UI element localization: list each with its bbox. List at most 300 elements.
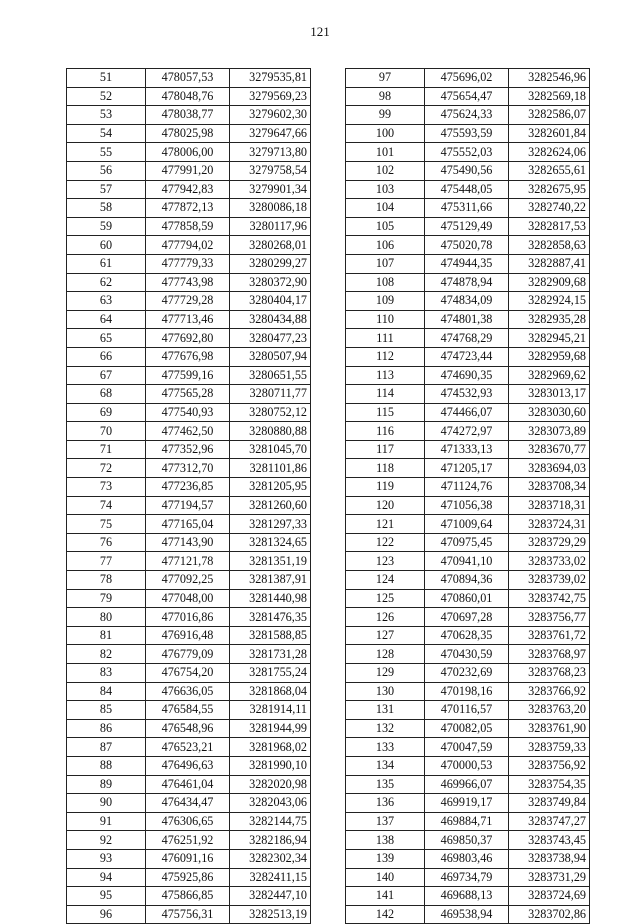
y-coordinate-cell: 3283756,92 xyxy=(509,756,590,775)
y-coordinate-cell: 3282513,19 xyxy=(230,905,311,924)
point-number-cell: 55 xyxy=(67,143,146,162)
y-coordinate-cell: 3282909,68 xyxy=(509,273,590,292)
point-number-cell: 121 xyxy=(346,515,425,534)
table-row xyxy=(346,347,590,366)
point-number-cell: 79 xyxy=(67,589,146,608)
x-coordinate-cell: 475311,66 xyxy=(425,199,509,218)
point-number-cell: 78 xyxy=(67,571,146,590)
x-coordinate-cell: 474801,38 xyxy=(425,310,509,329)
point-number-cell: 138 xyxy=(346,831,425,850)
y-coordinate-cell: 3283729,29 xyxy=(509,533,590,552)
table-row xyxy=(346,533,590,552)
x-coordinate-cell: 469919,17 xyxy=(425,794,509,813)
x-coordinate-cell: 478048,76 xyxy=(146,87,230,106)
x-coordinate-cell: 476251,92 xyxy=(146,831,230,850)
point-number-cell: 53 xyxy=(67,106,146,125)
table-row xyxy=(346,254,590,273)
table-row xyxy=(346,422,590,441)
point-number-cell: 139 xyxy=(346,849,425,868)
x-coordinate-cell: 477692,80 xyxy=(146,329,230,348)
y-coordinate-cell: 3281045,70 xyxy=(230,440,311,459)
x-coordinate-cell: 477676,98 xyxy=(146,347,230,366)
x-coordinate-cell: 475593,59 xyxy=(425,124,509,143)
table-row xyxy=(67,422,311,441)
table-row xyxy=(346,87,590,106)
table-row xyxy=(67,366,311,385)
table-row xyxy=(67,385,311,404)
point-number-cell: 58 xyxy=(67,199,146,218)
y-coordinate-cell: 3283739,02 xyxy=(509,571,590,590)
y-coordinate-cell: 3281260,60 xyxy=(230,496,311,515)
table-row xyxy=(346,868,590,887)
y-coordinate-cell: 3280268,01 xyxy=(230,236,311,255)
x-coordinate-cell: 477016,86 xyxy=(146,608,230,627)
table-row xyxy=(346,161,590,180)
table-row xyxy=(346,310,590,329)
point-number-cell: 98 xyxy=(346,87,425,106)
point-number-cell: 85 xyxy=(67,701,146,720)
y-coordinate-cell: 3281868,04 xyxy=(230,682,311,701)
point-number-cell: 54 xyxy=(67,124,146,143)
y-coordinate-cell: 3281351,19 xyxy=(230,552,311,571)
x-coordinate-cell: 470198,16 xyxy=(425,682,509,701)
y-coordinate-cell: 3281101,86 xyxy=(230,459,311,478)
point-number-cell: 113 xyxy=(346,366,425,385)
point-number-cell: 57 xyxy=(67,180,146,199)
table-row xyxy=(67,403,311,422)
table-row xyxy=(346,69,590,88)
point-number-cell: 140 xyxy=(346,868,425,887)
point-number-cell: 56 xyxy=(67,161,146,180)
table-row xyxy=(346,831,590,850)
table-row xyxy=(346,905,590,924)
x-coordinate-cell: 477565,28 xyxy=(146,385,230,404)
x-coordinate-cell: 475866,85 xyxy=(146,887,230,906)
y-coordinate-cell: 3283670,77 xyxy=(509,440,590,459)
y-coordinate-cell: 3280372,90 xyxy=(230,273,311,292)
point-number-cell: 104 xyxy=(346,199,425,218)
point-number-cell: 74 xyxy=(67,496,146,515)
x-coordinate-cell: 475490,56 xyxy=(425,161,509,180)
coordinates-table-right-body xyxy=(346,69,590,924)
point-number-cell: 130 xyxy=(346,682,425,701)
point-number-cell: 97 xyxy=(346,69,425,88)
table-row xyxy=(346,273,590,292)
y-coordinate-cell: 3279901,34 xyxy=(230,180,311,199)
x-coordinate-cell: 470975,45 xyxy=(425,533,509,552)
x-coordinate-cell: 469803,46 xyxy=(425,849,509,868)
point-number-cell: 124 xyxy=(346,571,425,590)
table-row xyxy=(67,682,311,701)
table-row xyxy=(67,701,311,720)
point-number-cell: 82 xyxy=(67,645,146,664)
y-coordinate-cell: 3283768,23 xyxy=(509,664,590,683)
table-row xyxy=(67,459,311,478)
point-number-cell: 68 xyxy=(67,385,146,404)
x-coordinate-cell: 477121,78 xyxy=(146,552,230,571)
point-number-cell: 76 xyxy=(67,533,146,552)
point-number-cell: 142 xyxy=(346,905,425,924)
y-coordinate-cell: 3281440,98 xyxy=(230,589,311,608)
table-row xyxy=(67,887,311,906)
x-coordinate-cell: 475756,31 xyxy=(146,905,230,924)
point-number-cell: 141 xyxy=(346,887,425,906)
x-coordinate-cell: 470000,53 xyxy=(425,756,509,775)
table-row xyxy=(346,478,590,497)
x-coordinate-cell: 469966,07 xyxy=(425,775,509,794)
point-number-cell: 101 xyxy=(346,143,425,162)
y-coordinate-cell: 3283766,92 xyxy=(509,682,590,701)
x-coordinate-cell: 475925,86 xyxy=(146,868,230,887)
x-coordinate-cell: 475448,05 xyxy=(425,180,509,199)
table-row xyxy=(346,589,590,608)
table-row xyxy=(67,217,311,236)
point-number-cell: 80 xyxy=(67,608,146,627)
y-coordinate-cell: 3282924,15 xyxy=(509,292,590,311)
point-number-cell: 114 xyxy=(346,385,425,404)
page-number: 121 xyxy=(310,24,330,39)
table-row xyxy=(67,794,311,813)
y-coordinate-cell: 3282655,61 xyxy=(509,161,590,180)
point-number-cell: 135 xyxy=(346,775,425,794)
x-coordinate-cell: 470047,59 xyxy=(425,738,509,757)
point-number-cell: 95 xyxy=(67,887,146,906)
y-coordinate-cell: 3280404,17 xyxy=(230,292,311,311)
point-number-cell: 87 xyxy=(67,738,146,757)
x-coordinate-cell: 476584,55 xyxy=(146,701,230,720)
x-coordinate-cell: 474532,93 xyxy=(425,385,509,404)
point-number-cell: 99 xyxy=(346,106,425,125)
point-number-cell: 120 xyxy=(346,496,425,515)
point-number-cell: 59 xyxy=(67,217,146,236)
table-row xyxy=(346,515,590,534)
y-coordinate-cell: 3283724,69 xyxy=(509,887,590,906)
x-coordinate-cell: 470697,28 xyxy=(425,608,509,627)
table-row xyxy=(346,775,590,794)
point-number-cell: 103 xyxy=(346,180,425,199)
x-coordinate-cell: 476754,20 xyxy=(146,664,230,683)
x-coordinate-cell: 470941,10 xyxy=(425,552,509,571)
y-coordinate-cell: 3280752,12 xyxy=(230,403,311,422)
table-row xyxy=(67,905,311,924)
point-number-cell: 116 xyxy=(346,422,425,441)
point-number-cell: 72 xyxy=(67,459,146,478)
x-coordinate-cell: 474466,07 xyxy=(425,403,509,422)
y-coordinate-cell: 3280477,23 xyxy=(230,329,311,348)
x-coordinate-cell: 475654,47 xyxy=(425,87,509,106)
point-number-cell: 64 xyxy=(67,310,146,329)
x-coordinate-cell: 476636,05 xyxy=(146,682,230,701)
y-coordinate-cell: 3282817,53 xyxy=(509,217,590,236)
y-coordinate-cell: 3279713,80 xyxy=(230,143,311,162)
point-number-cell: 127 xyxy=(346,626,425,645)
y-coordinate-cell: 3282186,94 xyxy=(230,831,311,850)
x-coordinate-cell: 476434,47 xyxy=(146,794,230,813)
x-coordinate-cell: 474878,94 xyxy=(425,273,509,292)
y-coordinate-cell: 3282546,96 xyxy=(509,69,590,88)
point-number-cell: 118 xyxy=(346,459,425,478)
point-number-cell: 69 xyxy=(67,403,146,422)
point-number-cell: 108 xyxy=(346,273,425,292)
table-row xyxy=(67,868,311,887)
table-row xyxy=(346,199,590,218)
table-row xyxy=(346,608,590,627)
x-coordinate-cell: 477143,90 xyxy=(146,533,230,552)
point-number-cell: 119 xyxy=(346,478,425,497)
table-row xyxy=(67,812,311,831)
x-coordinate-cell: 477092,25 xyxy=(146,571,230,590)
table-row xyxy=(67,571,311,590)
x-coordinate-cell: 470894,36 xyxy=(425,571,509,590)
x-coordinate-cell: 475624,33 xyxy=(425,106,509,125)
y-coordinate-cell: 3281944,99 xyxy=(230,719,311,738)
y-coordinate-cell: 3282887,41 xyxy=(509,254,590,273)
x-coordinate-cell: 476306,65 xyxy=(146,812,230,831)
point-number-cell: 83 xyxy=(67,664,146,683)
y-coordinate-cell: 3279569,23 xyxy=(230,87,311,106)
y-coordinate-cell: 3279602,30 xyxy=(230,106,311,125)
table-row xyxy=(346,794,590,813)
x-coordinate-cell: 477352,96 xyxy=(146,440,230,459)
x-coordinate-cell: 477942,83 xyxy=(146,180,230,199)
table-row xyxy=(67,496,311,515)
point-number-cell: 125 xyxy=(346,589,425,608)
point-number-cell: 102 xyxy=(346,161,425,180)
table-row xyxy=(67,124,311,143)
table-row xyxy=(67,552,311,571)
point-number-cell: 109 xyxy=(346,292,425,311)
x-coordinate-cell: 470116,57 xyxy=(425,701,509,720)
x-coordinate-cell: 475020,78 xyxy=(425,236,509,255)
y-coordinate-cell: 3280117,96 xyxy=(230,217,311,236)
y-coordinate-cell: 3279758,54 xyxy=(230,161,311,180)
y-coordinate-cell: 3282601,84 xyxy=(509,124,590,143)
x-coordinate-cell: 477779,33 xyxy=(146,254,230,273)
table-row xyxy=(67,664,311,683)
x-coordinate-cell: 470628,35 xyxy=(425,626,509,645)
x-coordinate-cell: 477991,20 xyxy=(146,161,230,180)
point-number-cell: 111 xyxy=(346,329,425,348)
point-number-cell: 52 xyxy=(67,87,146,106)
x-coordinate-cell: 470082,05 xyxy=(425,719,509,738)
x-coordinate-cell: 476548,96 xyxy=(146,719,230,738)
x-coordinate-cell: 477462,50 xyxy=(146,422,230,441)
y-coordinate-cell: 3282043,06 xyxy=(230,794,311,813)
y-coordinate-cell: 3280711,77 xyxy=(230,385,311,404)
y-coordinate-cell: 3282935,28 xyxy=(509,310,590,329)
x-coordinate-cell: 478038,77 xyxy=(146,106,230,125)
y-coordinate-cell: 3283702,86 xyxy=(509,905,590,924)
point-number-cell: 131 xyxy=(346,701,425,720)
y-coordinate-cell: 3283742,75 xyxy=(509,589,590,608)
y-coordinate-cell: 3282624,06 xyxy=(509,143,590,162)
point-number-cell: 81 xyxy=(67,626,146,645)
point-number-cell: 67 xyxy=(67,366,146,385)
point-number-cell: 122 xyxy=(346,533,425,552)
x-coordinate-cell: 477312,70 xyxy=(146,459,230,478)
point-number-cell: 70 xyxy=(67,422,146,441)
table-row xyxy=(346,571,590,590)
table-row xyxy=(67,87,311,106)
table-row xyxy=(67,180,311,199)
point-number-cell: 86 xyxy=(67,719,146,738)
x-coordinate-cell: 478025,98 xyxy=(146,124,230,143)
y-coordinate-cell: 3283694,03 xyxy=(509,459,590,478)
y-coordinate-cell: 3282447,10 xyxy=(230,887,311,906)
table-row xyxy=(346,124,590,143)
point-number-cell: 75 xyxy=(67,515,146,534)
table-row xyxy=(67,236,311,255)
table-row xyxy=(67,254,311,273)
y-coordinate-cell: 3283708,34 xyxy=(509,478,590,497)
y-coordinate-cell: 3283761,90 xyxy=(509,719,590,738)
table-row xyxy=(67,831,311,850)
point-number-cell: 71 xyxy=(67,440,146,459)
y-coordinate-cell: 3282020,98 xyxy=(230,775,311,794)
x-coordinate-cell: 469884,71 xyxy=(425,812,509,831)
y-coordinate-cell: 3283030,60 xyxy=(509,403,590,422)
y-coordinate-cell: 3281731,28 xyxy=(230,645,311,664)
point-number-cell: 92 xyxy=(67,831,146,850)
y-coordinate-cell: 3282858,63 xyxy=(509,236,590,255)
table-row xyxy=(346,292,590,311)
table-row xyxy=(346,440,590,459)
point-number-cell: 123 xyxy=(346,552,425,571)
x-coordinate-cell: 474272,97 xyxy=(425,422,509,441)
y-coordinate-cell: 3283763,20 xyxy=(509,701,590,720)
table-row xyxy=(67,589,311,608)
table-row xyxy=(346,887,590,906)
table-row xyxy=(346,143,590,162)
x-coordinate-cell: 477729,28 xyxy=(146,292,230,311)
y-coordinate-cell: 3283731,29 xyxy=(509,868,590,887)
point-number-cell: 107 xyxy=(346,254,425,273)
x-coordinate-cell: 477048,00 xyxy=(146,589,230,608)
y-coordinate-cell: 3283768,97 xyxy=(509,645,590,664)
y-coordinate-cell: 3280299,27 xyxy=(230,254,311,273)
y-coordinate-cell: 3283718,31 xyxy=(509,496,590,515)
y-coordinate-cell: 3280434,88 xyxy=(230,310,311,329)
x-coordinate-cell: 475696,02 xyxy=(425,69,509,88)
x-coordinate-cell: 471009,64 xyxy=(425,515,509,534)
y-coordinate-cell: 3283754,35 xyxy=(509,775,590,794)
point-number-cell: 136 xyxy=(346,794,425,813)
x-coordinate-cell: 474834,09 xyxy=(425,292,509,311)
y-coordinate-cell: 3281297,33 xyxy=(230,515,311,534)
x-coordinate-cell: 471056,38 xyxy=(425,496,509,515)
x-coordinate-cell: 477165,04 xyxy=(146,515,230,534)
y-coordinate-cell: 3279535,81 xyxy=(230,69,311,88)
y-coordinate-cell: 3283743,45 xyxy=(509,831,590,850)
y-coordinate-cell: 3282959,68 xyxy=(509,347,590,366)
point-number-cell: 137 xyxy=(346,812,425,831)
y-coordinate-cell: 3281387,91 xyxy=(230,571,311,590)
table-row xyxy=(67,478,311,497)
point-number-cell: 77 xyxy=(67,552,146,571)
y-coordinate-cell: 3283747,27 xyxy=(509,812,590,831)
y-coordinate-cell: 3283013,17 xyxy=(509,385,590,404)
x-coordinate-cell: 469734,79 xyxy=(425,868,509,887)
x-coordinate-cell: 477872,13 xyxy=(146,199,230,218)
x-coordinate-cell: 469850,37 xyxy=(425,831,509,850)
table-row xyxy=(346,236,590,255)
table-row xyxy=(67,347,311,366)
point-number-cell: 126 xyxy=(346,608,425,627)
point-number-cell: 61 xyxy=(67,254,146,273)
table-row xyxy=(346,719,590,738)
y-coordinate-cell: 3281205,95 xyxy=(230,478,311,497)
table-row xyxy=(67,143,311,162)
table-row xyxy=(67,738,311,757)
table-row xyxy=(346,366,590,385)
point-number-cell: 84 xyxy=(67,682,146,701)
y-coordinate-cell: 3281755,24 xyxy=(230,664,311,683)
table-row xyxy=(67,775,311,794)
x-coordinate-cell: 471124,76 xyxy=(425,478,509,497)
table-row xyxy=(346,849,590,868)
point-number-cell: 51 xyxy=(67,69,146,88)
x-coordinate-cell: 475552,03 xyxy=(425,143,509,162)
table-row xyxy=(346,385,590,404)
table-row xyxy=(67,273,311,292)
point-number-cell: 117 xyxy=(346,440,425,459)
x-coordinate-cell: 477236,85 xyxy=(146,478,230,497)
table-row xyxy=(67,515,311,534)
table-row xyxy=(346,496,590,515)
table-row xyxy=(346,552,590,571)
y-coordinate-cell: 3282586,07 xyxy=(509,106,590,125)
point-number-cell: 132 xyxy=(346,719,425,738)
x-coordinate-cell: 469538,94 xyxy=(425,905,509,924)
x-coordinate-cell: 476779,09 xyxy=(146,645,230,664)
point-number-cell: 73 xyxy=(67,478,146,497)
y-coordinate-cell: 3282945,21 xyxy=(509,329,590,348)
x-coordinate-cell: 477794,02 xyxy=(146,236,230,255)
x-coordinate-cell: 475129,49 xyxy=(425,217,509,236)
table-row xyxy=(346,329,590,348)
table-row xyxy=(346,645,590,664)
x-coordinate-cell: 469688,13 xyxy=(425,887,509,906)
y-coordinate-cell: 3279647,66 xyxy=(230,124,311,143)
table-row xyxy=(67,161,311,180)
y-coordinate-cell: 3281588,85 xyxy=(230,626,311,645)
x-coordinate-cell: 474944,35 xyxy=(425,254,509,273)
x-coordinate-cell: 476496,63 xyxy=(146,756,230,775)
y-coordinate-cell: 3283733,02 xyxy=(509,552,590,571)
table-row xyxy=(346,682,590,701)
table-row xyxy=(346,701,590,720)
point-number-cell: 96 xyxy=(67,905,146,924)
table-row xyxy=(67,292,311,311)
x-coordinate-cell: 477858,59 xyxy=(146,217,230,236)
point-number-cell: 134 xyxy=(346,756,425,775)
point-number-cell: 90 xyxy=(67,794,146,813)
table-row xyxy=(67,756,311,775)
y-coordinate-cell: 3283073,89 xyxy=(509,422,590,441)
x-coordinate-cell: 470232,69 xyxy=(425,664,509,683)
table-row xyxy=(67,106,311,125)
coordinates-table-left xyxy=(66,68,311,924)
table-row xyxy=(346,738,590,757)
table-row xyxy=(346,664,590,683)
coordinates-table-right xyxy=(345,68,590,924)
point-number-cell: 106 xyxy=(346,236,425,255)
table-row xyxy=(67,626,311,645)
point-number-cell: 66 xyxy=(67,347,146,366)
y-coordinate-cell: 3283756,77 xyxy=(509,608,590,627)
y-coordinate-cell: 3281324,65 xyxy=(230,533,311,552)
x-coordinate-cell: 477599,16 xyxy=(146,366,230,385)
